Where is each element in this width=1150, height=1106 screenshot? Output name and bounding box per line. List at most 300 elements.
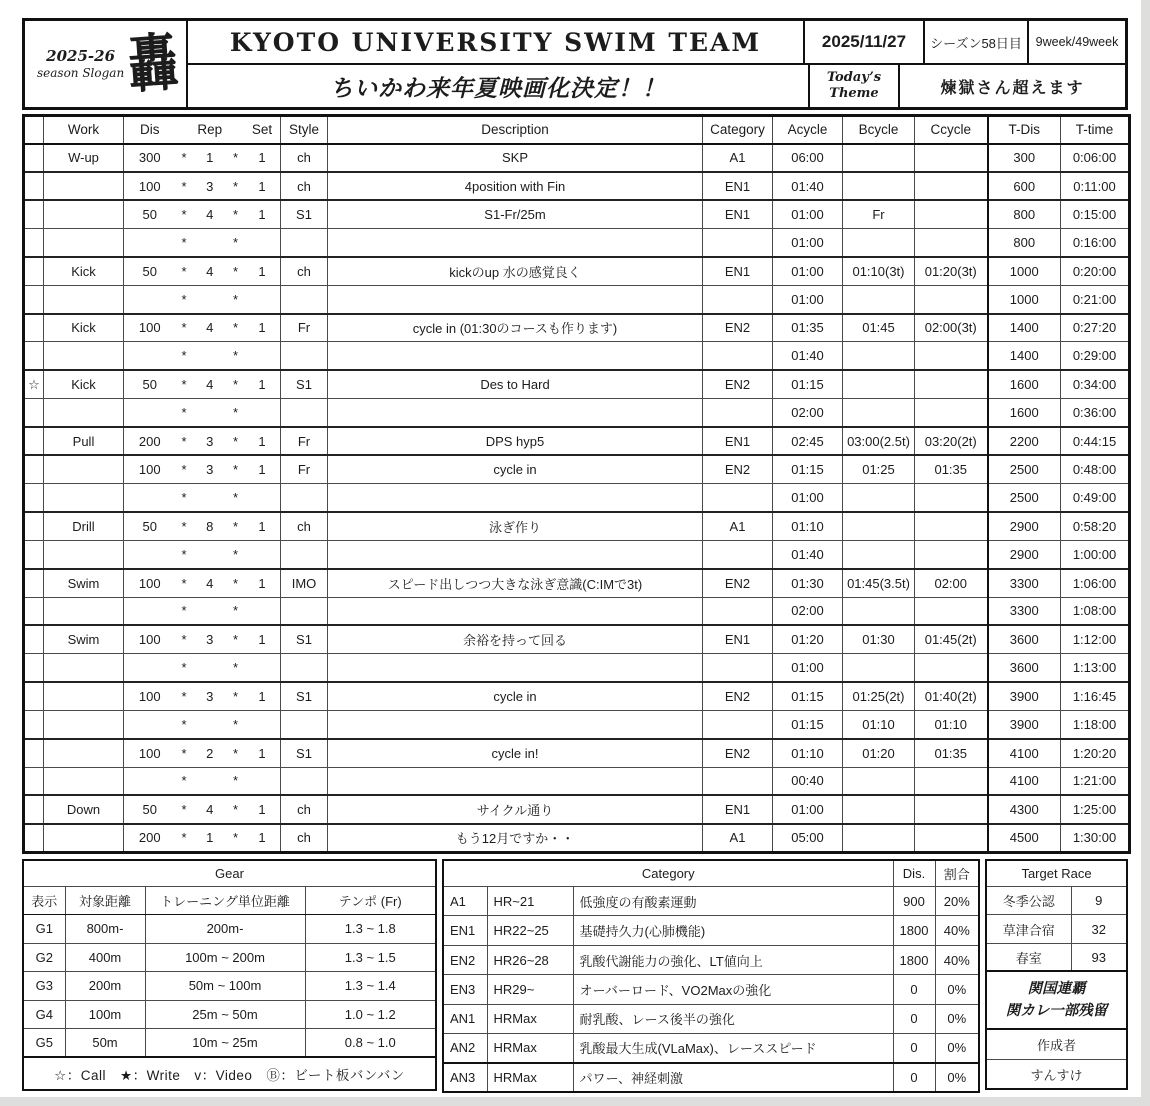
set-value [244, 348, 280, 363]
ccycle-cell: 03:20(2t) [915, 427, 988, 455]
total-dis-cell: 4300 [988, 795, 1061, 823]
category-hr: HR22~25 [487, 916, 573, 945]
acycle-cell: 01:00 [773, 795, 843, 823]
season-label: 2025-26 [46, 47, 116, 66]
workout-row [24, 597, 1130, 625]
total-time-cell: 0:20:00 [1061, 257, 1130, 285]
category-distance: 0 [893, 1034, 935, 1063]
total-time-cell: 1:08:00 [1061, 597, 1130, 625]
work-cell: Kick [44, 370, 124, 398]
bcycle-cell [843, 654, 915, 682]
ccycle-cell [915, 172, 988, 200]
set-value: 1 [258, 688, 266, 704]
rep-value [193, 292, 227, 307]
total-dis-cell: 4100 [988, 739, 1061, 767]
style-cell [281, 654, 328, 682]
dis-value [124, 547, 175, 562]
acycle-cell: 05:00 [773, 824, 843, 852]
asterisk: * [181, 802, 187, 818]
rep-value: 3 [206, 178, 214, 194]
workout-row [24, 654, 1130, 682]
set-value [244, 405, 280, 420]
total-time-cell: 1:30:00 [1061, 824, 1130, 852]
acycle-cell: 01:15 [773, 710, 843, 738]
gear-unit: 50m ~ 100m [145, 972, 305, 1001]
dis-value: 100 [138, 575, 161, 591]
work-cell [44, 399, 124, 427]
dis-rep-set-cell [124, 654, 281, 682]
style-cell [281, 285, 328, 313]
asterisk: * [232, 377, 239, 393]
work-cell: Swim [44, 625, 124, 653]
asterisk: * [181, 490, 187, 506]
category-cell: EN2 [703, 370, 773, 398]
total-time-cell: 0:06:00 [1061, 144, 1130, 172]
gear-unit: 200m- [145, 915, 305, 944]
dis-rep-set-cell [124, 399, 281, 427]
dis-rep-set-cell [124, 767, 281, 795]
workout-row [24, 824, 1130, 852]
author-label-row [986, 1029, 1127, 1059]
dis-rep-set-cell [124, 285, 281, 313]
description-cell [328, 597, 703, 625]
call-mark [24, 569, 44, 597]
category-cell [703, 285, 773, 313]
col-description: Description [328, 116, 703, 144]
bcycle-cell: 01:25(2t) [843, 682, 915, 710]
dis-rep-set-cell [124, 540, 281, 568]
col-rep: Rep [197, 122, 223, 138]
description-cell [328, 710, 703, 738]
total-dis-cell: 2500 [988, 484, 1061, 512]
work-cell [44, 484, 124, 512]
acycle-cell: 01:15 [773, 682, 843, 710]
dis-value [124, 348, 175, 363]
asterisk: * [181, 263, 187, 279]
rep-value: 4 [206, 575, 214, 591]
category-description: 耐乳酸、レース後半の強化 [573, 1004, 893, 1033]
description-cell: DPS hyp5 [328, 427, 703, 455]
total-dis-cell: 3600 [988, 625, 1061, 653]
total-dis-cell: 3300 [988, 597, 1061, 625]
asterisk: * [181, 150, 187, 166]
style-cell: ch [281, 824, 328, 852]
target-race-table [985, 859, 1128, 1091]
work-cell [44, 172, 124, 200]
description-cell: 4position with Fin [328, 172, 703, 200]
acycle-cell: 01:00 [773, 285, 843, 313]
ccycle-cell: 01:45(2t) [915, 625, 988, 653]
work-cell [44, 739, 124, 767]
description-cell: cycle in [328, 455, 703, 483]
race-name: 草津合宿 [986, 915, 1071, 943]
category-row [443, 887, 979, 916]
call-mark [24, 795, 44, 823]
bcycle-cell: 03:00(2.5t) [843, 427, 915, 455]
rep-value [193, 490, 227, 505]
total-dis-cell: 2900 [988, 512, 1061, 540]
bcycle-cell [843, 370, 915, 398]
category-ratio: 40% [935, 945, 979, 974]
total-time-cell: 0:34:00 [1061, 370, 1130, 398]
call-mark [24, 654, 44, 682]
asterisk: * [181, 518, 187, 534]
call-mark [24, 625, 44, 653]
category-cell [703, 342, 773, 370]
workout-row [24, 484, 1130, 512]
dis-value: 300 [138, 150, 161, 166]
asterisk: * [181, 433, 187, 449]
description-cell: スピード出しつつ大きな泳ぎ意識(C:IMで3t) [328, 569, 703, 597]
total-time-cell: 0:48:00 [1061, 455, 1130, 483]
category-col-ratio: 割合 [935, 860, 979, 887]
total-dis-cell: 300 [988, 144, 1061, 172]
bcycle-cell: 01:20 [843, 739, 915, 767]
bcycle-cell [843, 512, 915, 540]
workout-row [24, 172, 1130, 200]
asterisk: * [232, 632, 239, 648]
category-distance: 0 [893, 1004, 935, 1033]
category-cell [703, 767, 773, 795]
gear-row [23, 1000, 436, 1029]
set-value: 1 [258, 207, 266, 223]
asterisk: * [232, 320, 239, 336]
ccycle-cell [915, 795, 988, 823]
bcycle-cell: 01:10 [843, 710, 915, 738]
team-title: KYOTO UNIVERSITY SWIM TEAM [188, 21, 805, 63]
category-distance: 900 [893, 887, 935, 916]
total-dis-cell: 3900 [988, 682, 1061, 710]
rep-value: 4 [206, 320, 214, 336]
total-time-cell: 1:13:00 [1061, 654, 1130, 682]
dis-value: 50 [142, 377, 157, 393]
category-cell [703, 654, 773, 682]
acycle-cell: 01:15 [773, 455, 843, 483]
category-table [442, 859, 980, 1094]
race-days: 9 [1071, 887, 1127, 915]
dis-rep-set-cell [124, 200, 281, 228]
dis-rep-set-cell [124, 682, 281, 710]
workout-row [24, 314, 1130, 342]
bcycle-cell [843, 484, 915, 512]
asterisk: * [181, 405, 187, 421]
scan-edge [1141, 0, 1150, 1106]
gear-unit: 10m ~ 25m [145, 1029, 305, 1058]
category-code: EN3 [443, 975, 487, 1004]
target-title-row [986, 860, 1127, 887]
dis-rep-set-cell [124, 739, 281, 767]
target-race-row [986, 943, 1127, 971]
set-value: 1 [258, 320, 266, 336]
rep-value: 4 [206, 377, 214, 393]
asterisk: * [232, 291, 239, 307]
category-distance: 0 [893, 1063, 935, 1092]
dis-value: 100 [138, 745, 161, 761]
description-cell: SKP [328, 144, 703, 172]
style-cell: S1 [281, 370, 328, 398]
category-description: オーバーロード、VO2Maxの強化 [573, 975, 893, 1004]
set-value [244, 773, 280, 788]
dis-value [124, 405, 175, 420]
description-cell [328, 342, 703, 370]
workout-row [24, 682, 1130, 710]
acycle-cell: 01:10 [773, 512, 843, 540]
ccycle-cell [915, 229, 988, 257]
category-cell [703, 710, 773, 738]
total-time-cell: 1:16:45 [1061, 682, 1130, 710]
rep-value: 4 [206, 263, 214, 279]
race-name: 冬季公認 [986, 887, 1071, 915]
total-dis-cell: 800 [988, 229, 1061, 257]
dis-value: 100 [138, 632, 161, 648]
work-cell [44, 540, 124, 568]
asterisk: * [232, 518, 239, 534]
goal-line-2: 関カレ一部残留 [1005, 1002, 1108, 1020]
call-mark [24, 285, 44, 313]
rep-value [193, 717, 227, 732]
asterisk: * [232, 405, 239, 421]
acycle-cell: 01:40 [773, 342, 843, 370]
header-row-2 [188, 65, 1125, 107]
col-bcycle: Bcycle [843, 116, 915, 144]
workout-row [24, 370, 1130, 398]
asterisk: * [181, 291, 187, 307]
style-cell: ch [281, 795, 328, 823]
ccycle-cell [915, 512, 988, 540]
asterisk: * [232, 150, 239, 166]
total-time-cell: 0:36:00 [1061, 399, 1130, 427]
asterisk: * [232, 716, 239, 732]
goal-line-1: 関国連覇 [1027, 980, 1086, 998]
category-row [443, 916, 979, 945]
asterisk: * [232, 433, 239, 449]
gear-distance: 50m [65, 1029, 145, 1058]
dis-value [124, 292, 175, 307]
author-label: 作成者 [986, 1029, 1127, 1059]
total-time-cell: 0:21:00 [1061, 285, 1130, 313]
asterisk: * [181, 773, 187, 789]
bcycle-cell: 01:45 [843, 314, 915, 342]
total-dis-cell: 1400 [988, 342, 1061, 370]
workout-row [24, 399, 1130, 427]
season-day-counter: シーズン58日目 [925, 21, 1029, 63]
work-cell: Pull [44, 427, 124, 455]
asterisk: * [232, 546, 239, 562]
dis-rep-set-cell [124, 455, 281, 483]
bcycle-cell [843, 285, 915, 313]
work-cell [44, 710, 124, 738]
call-mark [24, 229, 44, 257]
call-mark: ☆ [24, 370, 44, 398]
rep-value: 3 [206, 688, 214, 704]
bcycle-cell: 01:45(3.5t) [843, 569, 915, 597]
dis-value: 100 [138, 178, 161, 194]
dis-value: 50 [142, 207, 157, 223]
workout-row [24, 512, 1130, 540]
set-value: 1 [258, 377, 266, 393]
set-value [244, 660, 280, 675]
total-time-cell: 1:06:00 [1061, 569, 1130, 597]
asterisk: * [181, 178, 187, 194]
category-row [443, 945, 979, 974]
rep-value [193, 405, 227, 420]
header-right [188, 21, 1125, 107]
dis-value [124, 490, 175, 505]
acycle-cell: 01:15 [773, 370, 843, 398]
gear-distance: 400m [65, 943, 145, 972]
style-cell: Fr [281, 455, 328, 483]
author-name: すんすけ [986, 1059, 1127, 1089]
asterisk: * [181, 234, 187, 250]
race-name: 春室 [986, 943, 1071, 971]
asterisk: * [181, 546, 187, 562]
target-race-row [986, 915, 1127, 943]
asterisk: * [181, 688, 187, 704]
dis-value: 50 [142, 802, 157, 818]
total-dis-cell: 1000 [988, 285, 1061, 313]
rep-value [193, 547, 227, 562]
style-cell [281, 342, 328, 370]
dis-rep-set-cell [124, 484, 281, 512]
gear-distance: 200m [65, 972, 145, 1001]
work-cell [44, 200, 124, 228]
category-cell: A1 [703, 144, 773, 172]
asterisk: * [232, 575, 239, 591]
call-mark [24, 597, 44, 625]
ccycle-cell [915, 767, 988, 795]
col-set: Set [251, 122, 273, 138]
ccycle-cell: 02:00(3t) [915, 314, 988, 342]
header-row-1 [188, 21, 1125, 65]
category-ratio: 0% [935, 1063, 979, 1092]
total-dis-cell: 1600 [988, 370, 1061, 398]
total-time-cell: 1:00:00 [1061, 540, 1130, 568]
asterisk: * [181, 462, 187, 478]
dis-value: 100 [138, 462, 161, 478]
call-mark [24, 710, 44, 738]
category-cell: A1 [703, 824, 773, 852]
total-time-cell: 0:49:00 [1061, 484, 1130, 512]
call-mark [24, 484, 44, 512]
category-row [443, 975, 979, 1004]
acycle-cell: 01:35 [773, 314, 843, 342]
asterisk: * [232, 462, 239, 478]
col-category: Category [703, 116, 773, 144]
asterisk: * [232, 745, 239, 761]
category-cell [703, 484, 773, 512]
set-value: 1 [258, 150, 266, 166]
category-col-dis: Dis. [893, 860, 935, 887]
bcycle-cell [843, 229, 915, 257]
category-cell: EN1 [703, 200, 773, 228]
category-cell: EN2 [703, 682, 773, 710]
category-row [443, 1004, 979, 1033]
total-dis-cell: 600 [988, 172, 1061, 200]
workout-row [24, 455, 1130, 483]
asterisk: * [181, 575, 187, 591]
category-code: EN1 [443, 916, 487, 945]
category-description: 乳酸代謝能力の強化、LT値向上 [573, 945, 893, 974]
rep-value: 3 [206, 433, 214, 449]
acycle-cell: 01:30 [773, 569, 843, 597]
gear-symbol: G4 [23, 1000, 65, 1029]
ccycle-cell: 02:00 [915, 569, 988, 597]
set-value [244, 235, 280, 250]
category-cell: EN1 [703, 257, 773, 285]
description-cell [328, 540, 703, 568]
description-cell: S1-Fr/25m [328, 200, 703, 228]
asterisk: * [232, 773, 239, 789]
call-mark [24, 399, 44, 427]
set-value: 1 [258, 830, 266, 846]
dis-value [124, 717, 175, 732]
set-value [244, 490, 280, 505]
acycle-cell: 02:00 [773, 597, 843, 625]
total-time-cell: 1:12:00 [1061, 625, 1130, 653]
category-description: 基礎持久力(心肺機能) [573, 916, 893, 945]
bcycle-cell [843, 144, 915, 172]
set-value [244, 717, 280, 732]
style-cell [281, 710, 328, 738]
asterisk: * [181, 632, 187, 648]
category-description: 乳酸最大生成(VLaMax)、レーススピード [573, 1034, 893, 1063]
col-work: Work [44, 116, 124, 144]
call-mark [24, 144, 44, 172]
description-cell [328, 767, 703, 795]
total-dis-cell: 2900 [988, 540, 1061, 568]
description-cell: cycle in [328, 682, 703, 710]
asterisk: * [181, 660, 187, 676]
gear-col-unit: トレーニング単位距離 [145, 887, 305, 915]
workout-row [24, 200, 1130, 228]
asterisk: * [232, 830, 239, 846]
gear-symbol: G1 [23, 915, 65, 944]
category-cell [703, 540, 773, 568]
category-code: AN3 [443, 1063, 487, 1092]
work-cell: W-up [44, 144, 124, 172]
bottom-section [22, 859, 1128, 1094]
category-cell: EN1 [703, 427, 773, 455]
acycle-cell: 00:40 [773, 767, 843, 795]
total-dis-cell: 2500 [988, 455, 1061, 483]
category-code: EN2 [443, 945, 487, 974]
style-cell: ch [281, 144, 328, 172]
asterisk: * [232, 263, 239, 279]
category-distance: 1800 [893, 945, 935, 974]
total-time-cell: 1:18:00 [1061, 710, 1130, 738]
workout-row [24, 285, 1130, 313]
target-race-row [986, 887, 1127, 915]
col-dis: Dis [139, 122, 160, 138]
dis-rep-set-cell [124, 427, 281, 455]
total-dis-cell: 1400 [988, 314, 1061, 342]
bcycle-cell [843, 540, 915, 568]
description-cell: cycle in (01:30のコースも作ります) [328, 314, 703, 342]
dis-value: 100 [138, 688, 161, 704]
category-ratio: 0% [935, 975, 979, 1004]
acycle-cell: 01:40 [773, 172, 843, 200]
target-race-title: Target Race [986, 860, 1127, 887]
gear-unit: 100m ~ 200m [145, 943, 305, 972]
work-cell [44, 654, 124, 682]
season-slogan-text: ちいかわ来年夏映画化決定！！ [188, 65, 810, 107]
workout-table [22, 114, 1131, 854]
work-cell: Down [44, 795, 124, 823]
work-cell: Kick [44, 257, 124, 285]
gear-title: Gear [23, 860, 436, 887]
season-slogan [37, 47, 124, 81]
workout-row [24, 739, 1130, 767]
